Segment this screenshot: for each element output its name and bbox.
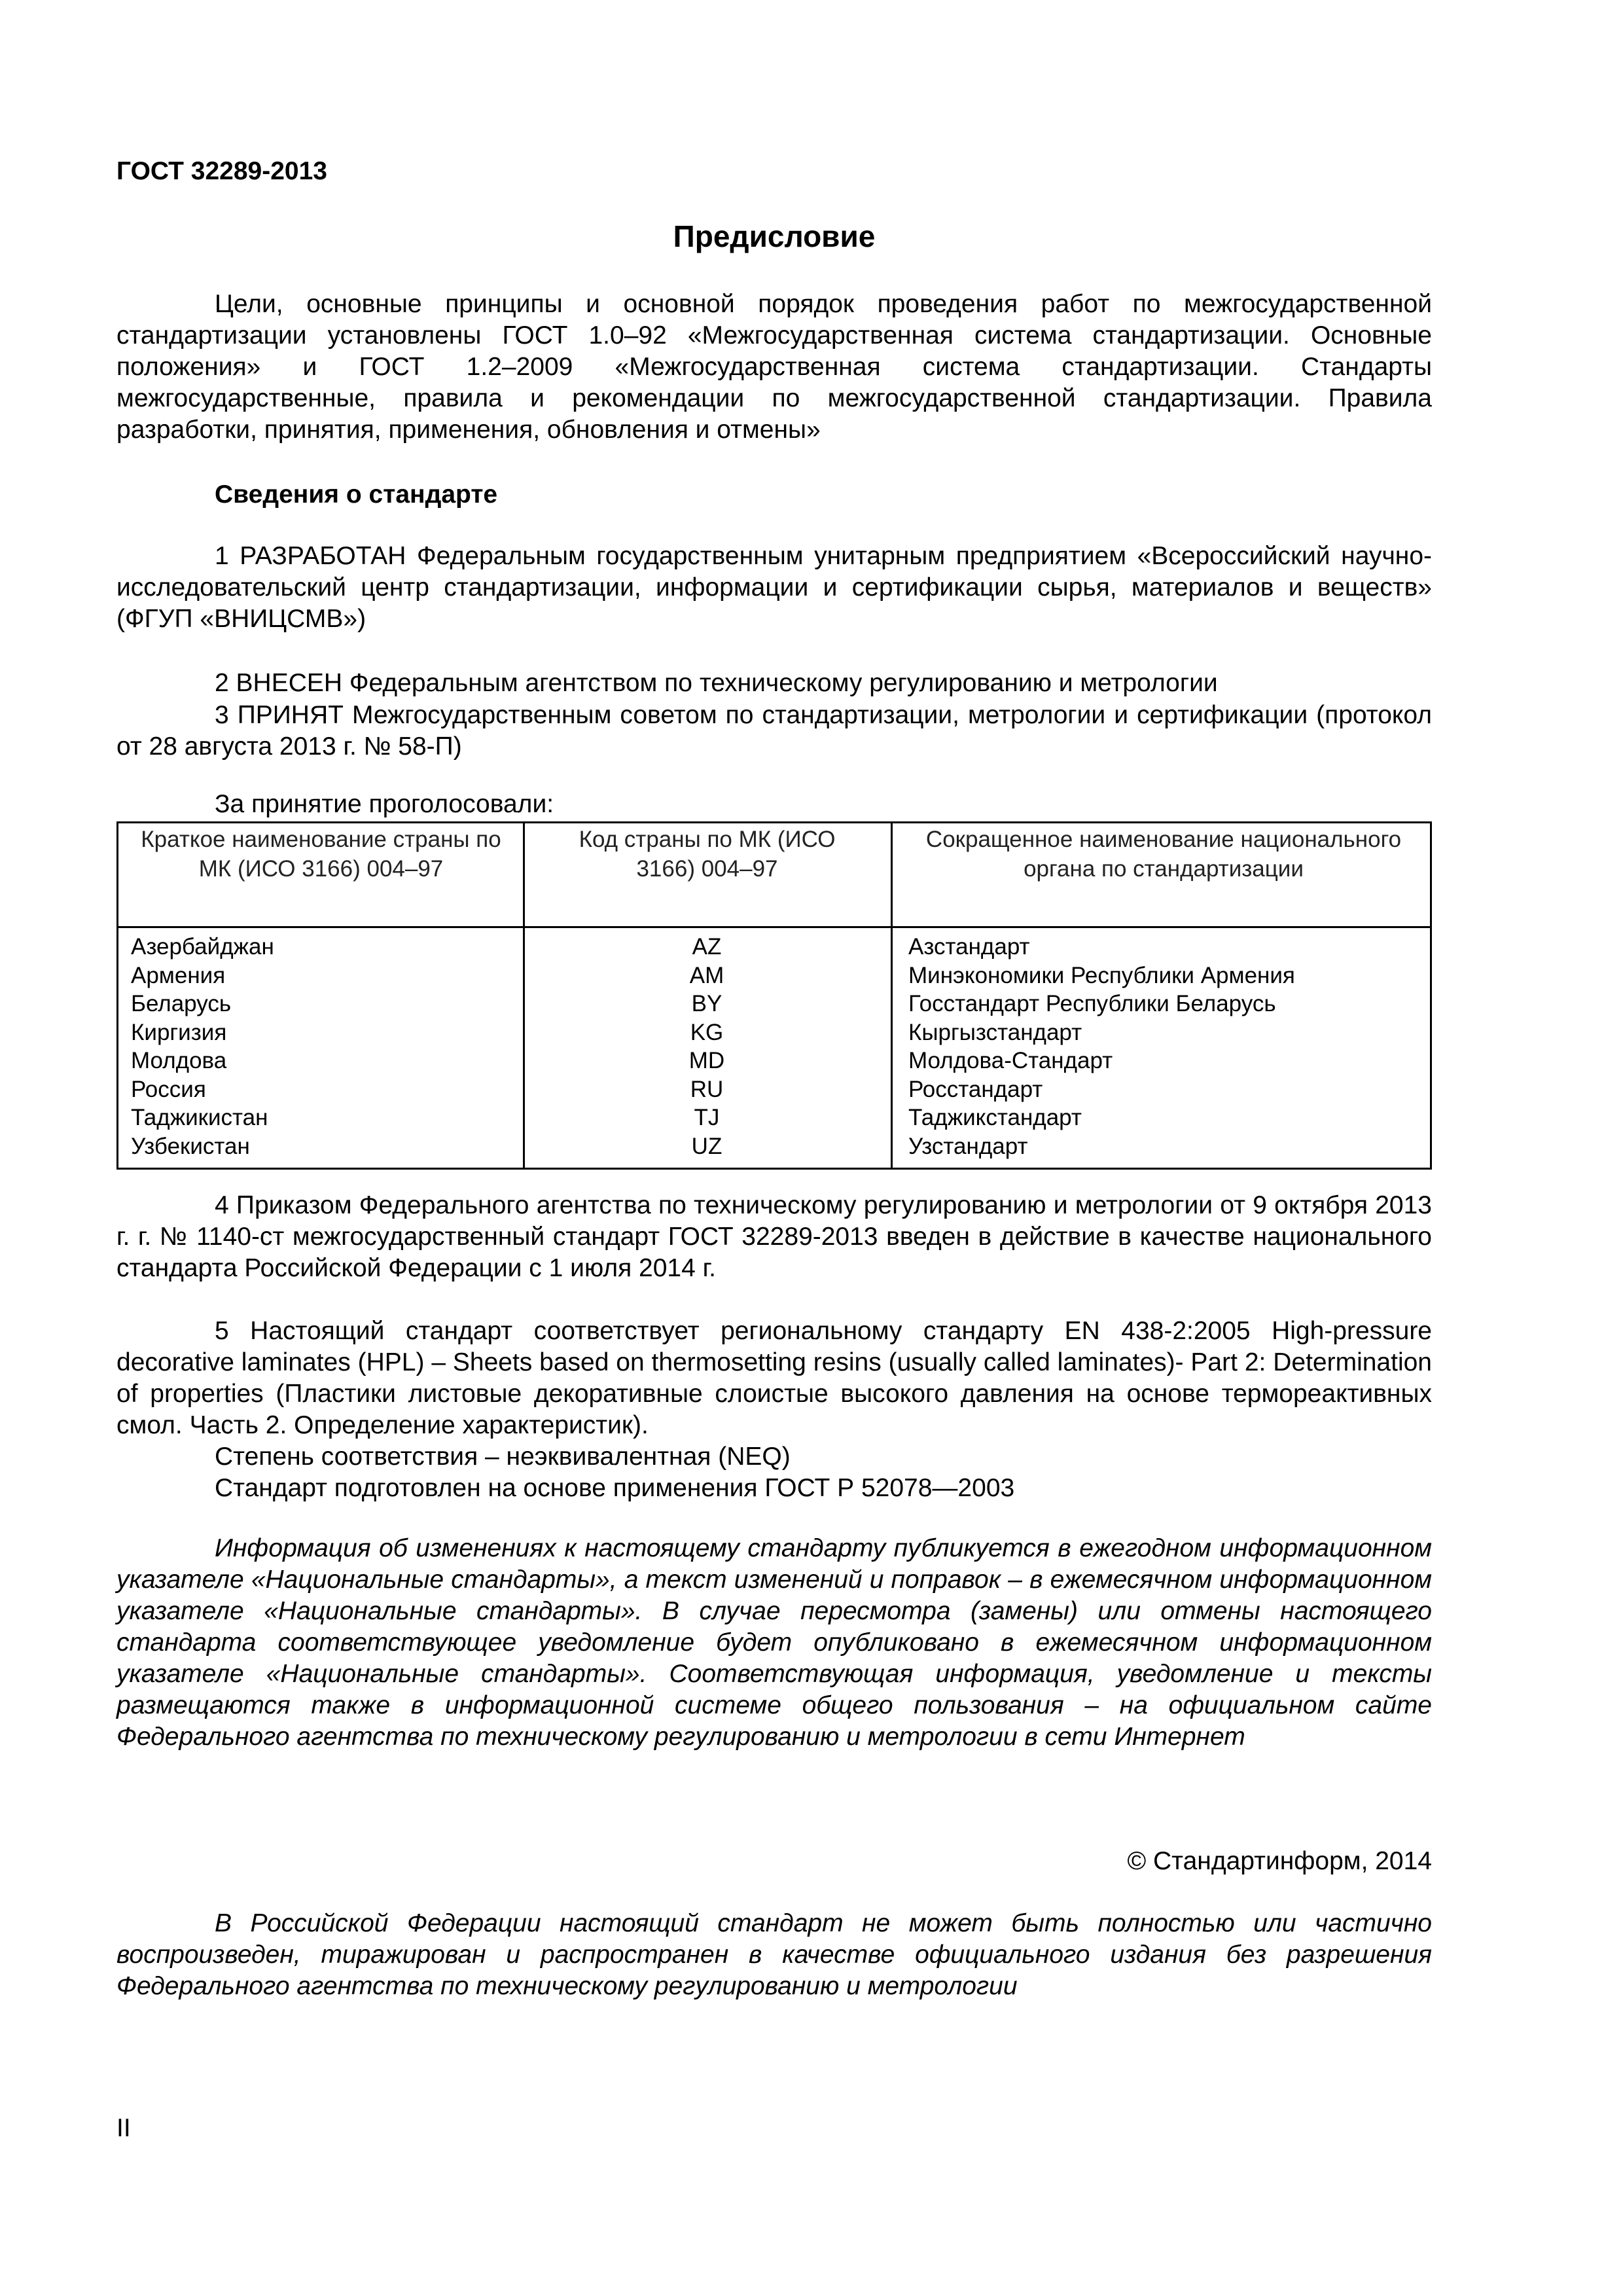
page-number: II: [116, 2114, 131, 2142]
body-cell: Кыргызстандарт: [908, 1019, 1082, 1045]
table-row: [116, 990, 1432, 1018]
table-row: [116, 1132, 1432, 1161]
code-cell: RU: [690, 1076, 724, 1102]
item-5-paragraph: 5 Настоящий стандарт соответствует региональному стандарту EN 438-2:2005 High-pressure decorative laminates (HPL) – Sheets based on thermosetting resins (usually called laminates)- Part 2: Determination of properties (Пластики листовые декоративные слоистые высокого давления на основе термореактивных смол. Часть 2. Определение характеристик).: [116, 1317, 1432, 1439]
code-cell: AZ: [692, 934, 722, 960]
body-cell: Минэкономики Республики Армения: [908, 962, 1295, 988]
body-cell: Молдова-Стандарт: [908, 1048, 1113, 1073]
country-cell: Армения: [131, 962, 226, 988]
item-3-paragraph: 3 ПРИНЯТ Межгосударственным советом по стандартизации, метрологии и сертификации (протокол от 28 августа 2013 г. № 58-П): [116, 701, 1432, 761]
table-header-body: Сокращенное наименование национального органа по стандартизации: [925, 827, 1402, 882]
table-row: [116, 1075, 1432, 1104]
table-row: [116, 933, 1432, 961]
item-1-paragraph: 1 РАЗРАБОТАН Федеральным государственным унитарным предприятием «Всероссийский научно-исследовательский центр стандартизации, информации и сертификации сырья, материалов и веществ» (ФГУП «ВНИЦСМВ»): [116, 542, 1432, 633]
voted-label: За принятие проголосовали:: [215, 790, 554, 818]
code-cell: BY: [691, 991, 722, 1016]
country-cell: Беларусь: [131, 991, 232, 1016]
table-header-code: Код страны по МК (ИСО 3166) 004–97: [579, 827, 836, 882]
item-4-paragraph: 4 Приказом Федерального агентства по техническому регулированию и метрологии от 9 октября 2013 г. г. № 1140-ст межгосударственный стандарт ГОСТ 32289-2013 введен в действие в качестве национального стандарта Российской Федерации с 1 июля 2014 г.: [116, 1191, 1432, 1282]
conformity-line: Степень соответствия – неэквивалентная (NEQ): [215, 1443, 791, 1471]
code-cell: TJ: [694, 1105, 720, 1130]
table-row: [116, 961, 1432, 990]
document-id-header: ГОСТ 32289-2013: [116, 157, 327, 185]
section-heading: Сведения о стандарте: [215, 480, 498, 509]
table-row: [116, 1047, 1432, 1075]
body-cell: Узстандарт: [908, 1133, 1028, 1159]
legal-notice-paragraph: В Российской Федерации настоящий стандарт не может быть полностью или частично воспроизведен, тиражирован и распространен в качестве официального издания без разрешения Федерального агентства по техническому регулированию и метрологии: [116, 1909, 1432, 2000]
code-cell: KG: [690, 1019, 724, 1045]
country-cell: Азербайджан: [131, 934, 274, 960]
table-header-rule: [116, 926, 1432, 928]
item-2-paragraph: 2 ВНЕСЕН Федеральным агентством по техническому регулированию и метрологии: [215, 669, 1218, 697]
code-cell: AM: [689, 962, 724, 988]
table-row: [116, 1103, 1432, 1132]
code-cell: UZ: [691, 1133, 722, 1159]
voting-table: [116, 821, 1432, 1170]
copyright-line: © Стандартинформ, 2014: [1127, 1847, 1432, 1875]
basis-line: Стандарт подготовлен на основе применения ГОСТ Р 52078—2003: [215, 1474, 1015, 1502]
table-border-top: [116, 821, 1432, 823]
intro-paragraph: Цели, основные принципы и основной порядок проведения работ по межгосударственной стандартизации установлены ГОСТ 1.0–92 «Межгосударственная система стандартизации. Основные положения» и ГОСТ 1.2–2009 «Межгосударственная система стандартизации. Стандарты межгосударственные, правила и рекомендации по межгосударственной стандартизации. Правила разработки, принятия, применения, обновления и отмены»: [116, 290, 1432, 444]
table-row: [116, 1018, 1432, 1047]
page-title: Предисловие: [673, 219, 876, 253]
body-cell: Госстандарт Республики Беларусь: [908, 991, 1276, 1016]
body-cell: Азстандарт: [908, 934, 1030, 960]
body-cell: Таджикстандарт: [908, 1105, 1082, 1130]
table-border-bottom: [116, 1168, 1432, 1170]
body-cell: Росстандарт: [908, 1076, 1043, 1102]
code-cell: MD: [688, 1048, 725, 1073]
country-cell: Узбекистан: [131, 1133, 250, 1159]
country-cell: Молдова: [131, 1048, 227, 1073]
table-body: [116, 933, 1432, 1160]
info-notice-paragraph: Информация об изменениях к настоящему стандарту публикуется в ежегодном информационном указателе «Национальные стандарты», а текст изменений и поправок – в ежемесячном информационном указателе «Национальные стандарты». В случае пересмотра (замены) или отмены настоящего стандарта соответствующее уведомление будет опубликовано в ежемесячном информационном указателе «Национальные стандарты». Соответствующая информация, уведомление и тексты размещаются также в информационной системе общего пользования – на официальном сайте Федерального агентства по техническому регулированию и метрологии в сети Интернет: [116, 1534, 1432, 1751]
country-cell: Таджикистан: [131, 1105, 268, 1130]
table-header-country: Краткое наименование страны по МК (ИСО 3166) 004–97: [141, 827, 501, 882]
country-cell: Киргизия: [131, 1019, 227, 1045]
country-cell: Россия: [131, 1076, 206, 1102]
